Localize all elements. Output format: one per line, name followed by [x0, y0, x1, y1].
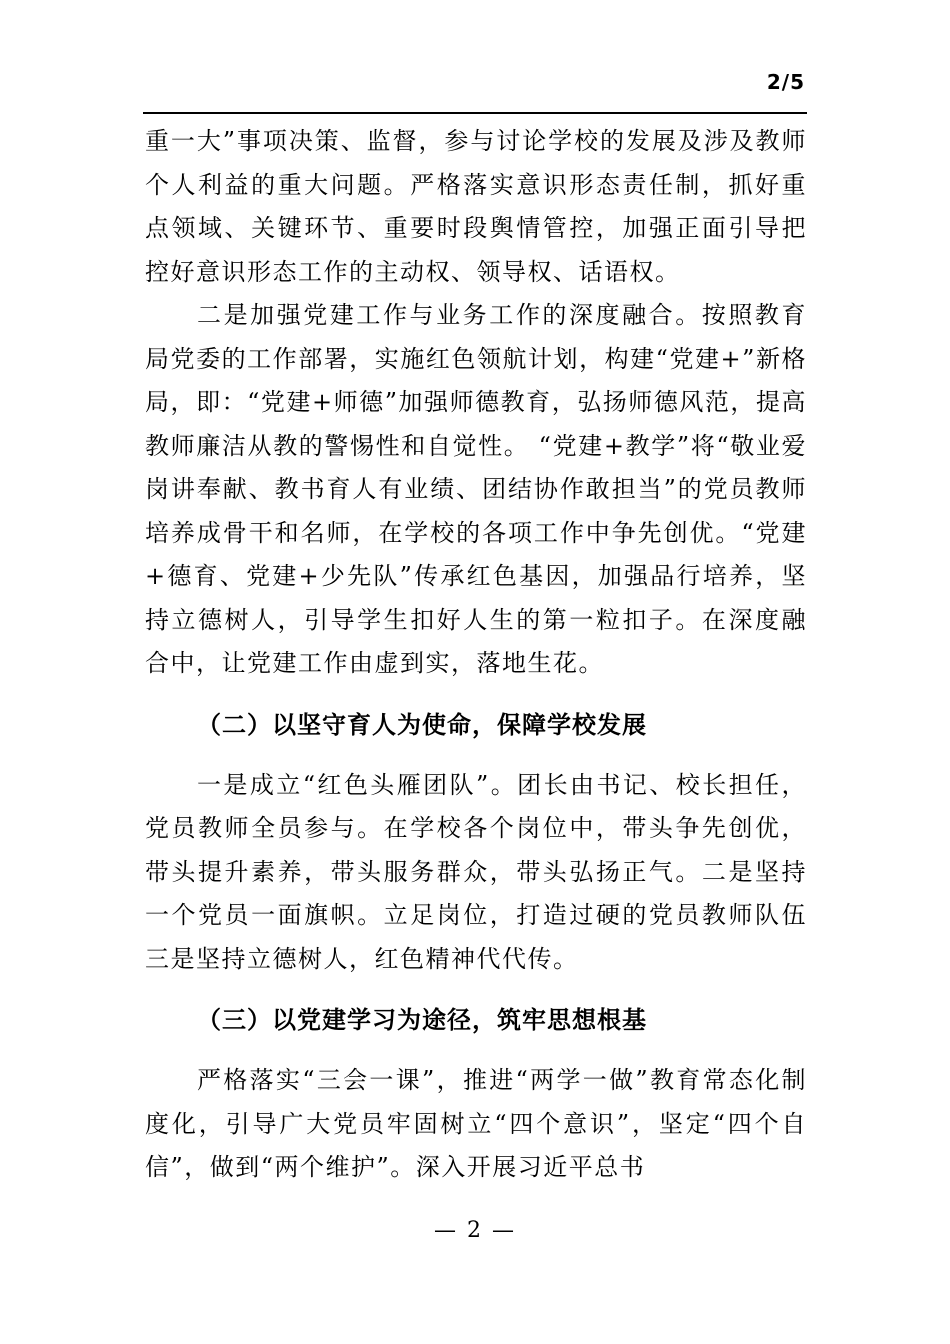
- paragraph-continuation: 重一大”事项决策、监督，参与讨论学校的发展及涉及教师个人利益的重大问题。严格落实意识形态责任制，抓好重点领域、关键环节、重要时段舆情管控，加强正面引导把控好意识形态工作的主动权、领导权、话语权。: [145, 127, 807, 286]
- section-heading-3: （三）以党建学习为途径，筑牢思想根基: [197, 1006, 647, 1034]
- page-indicator: 2/5: [766, 70, 805, 94]
- header-divider: [143, 112, 807, 114]
- document-body: [145, 120, 807, 1190]
- paragraph-red-team: 一是成立“红色头雁团队”。团长由书记、校长担任，党员教师全员参与。在学校各个岗位中，带头争先创优，带头提升素养，带头服务群众，带头弘扬正气。二是坚持一个党员一面旗帜。立足岗位，打造过硬的党员教师队伍三是坚持立德树人，红色精神代代传。: [145, 770, 807, 973]
- footer-page-number: — 2 —: [434, 1218, 516, 1243]
- paragraph-party-integration: 二是加强党建工作与业务工作的深度融合。按照教育局党委的工作部署，实施红色领航计划，构建“党建+”新格局，即：“党建+师德”加强师德教育，弘扬师德风范，提高教师廉洁从教的警惕性和自觉性。 “党建+教学”将“敬业爱岗讲奉献、教书育人有业绩、团结协作敢担当”的党员教师培养成骨干和名师，在学校的各项工作中争先创优。“党建+德育、党建+少先队”传承红色基因，加强品行培养，坚持立德树人，引导学生扣好人生的第一粒扣子。在深度融合中，让党建工作由虚到实，落地生花。: [145, 301, 807, 677]
- paragraph-study: 严格落实“三会一课”，推进“两学一做”教育常态化制度化，引导广大党员牢固树立“四个意识”，坚定“四个自信”，做到“两个维护”。深入开展习近平总书: [145, 1066, 807, 1181]
- section-heading-2: （二）以坚守育人为使命，保障学校发展: [197, 710, 647, 739]
